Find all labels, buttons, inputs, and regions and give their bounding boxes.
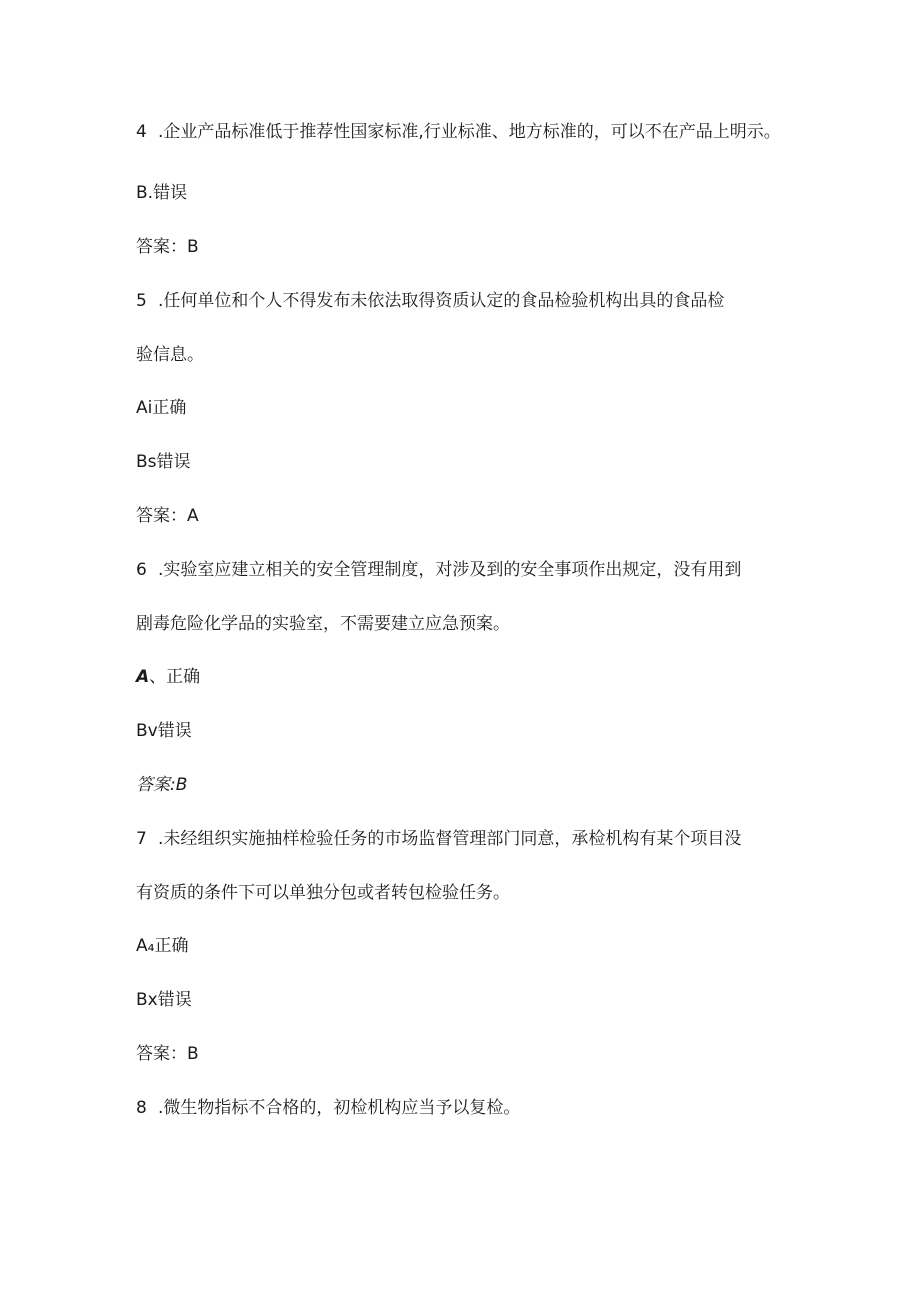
answer-line: 答案:B xyxy=(136,775,188,795)
option-a: Ai正确 xyxy=(136,398,187,418)
option-b: B.错误 xyxy=(136,183,188,203)
question-text: .微生物指标不合格的，初检机构应当予以复检。 xyxy=(158,1098,521,1118)
answer-line: 答案：B xyxy=(136,1044,199,1064)
question-text: .任何单位和个人不得发布未依法取得资质认定的食品检验机构出具的食品检 xyxy=(158,291,725,311)
question-text-continued: 剧毒危险化学品的实验室，不需要建立应急预案。 xyxy=(136,614,510,634)
option-b: Bs错误 xyxy=(136,452,191,472)
answer-line: 答案：B xyxy=(136,237,199,257)
question-number: 8 xyxy=(136,1098,147,1118)
option-text: 、正确 xyxy=(149,667,201,687)
question-text: .企业产品标准低于推荐性国家标准,行业标准、地方标准的，可以不在产品上明示。 xyxy=(158,122,781,142)
option-b: Bv错误 xyxy=(136,721,192,741)
question-4 xyxy=(136,122,781,142)
option-b: Bx错误 xyxy=(136,990,192,1010)
option-letter: A xyxy=(136,667,150,687)
question-text: .未经组织实施抽样检验任务的市场监督管理部门同意，承检机构有某个项目没 xyxy=(158,829,742,849)
question-6 xyxy=(136,560,741,580)
question-number: 7 xyxy=(136,829,147,849)
question-text-continued: 验信息。 xyxy=(136,345,204,365)
question-text-continued: 有资质的条件下可以单独分包或者转包检验任务。 xyxy=(136,883,510,903)
question-7 xyxy=(136,829,741,849)
question-8 xyxy=(136,1098,520,1118)
question-number: 4 xyxy=(136,122,147,142)
question-text: .实验室应建立相关的安全管理制度，对涉及到的安全事项作出规定，没有用到 xyxy=(158,560,742,580)
question-5 xyxy=(136,291,724,311)
question-number: 5 xyxy=(136,291,147,311)
question-number: 6 xyxy=(136,560,147,580)
answer-line: 答案：A xyxy=(136,506,199,526)
option-a xyxy=(136,667,200,687)
option-a: A₄正确 xyxy=(136,936,189,956)
